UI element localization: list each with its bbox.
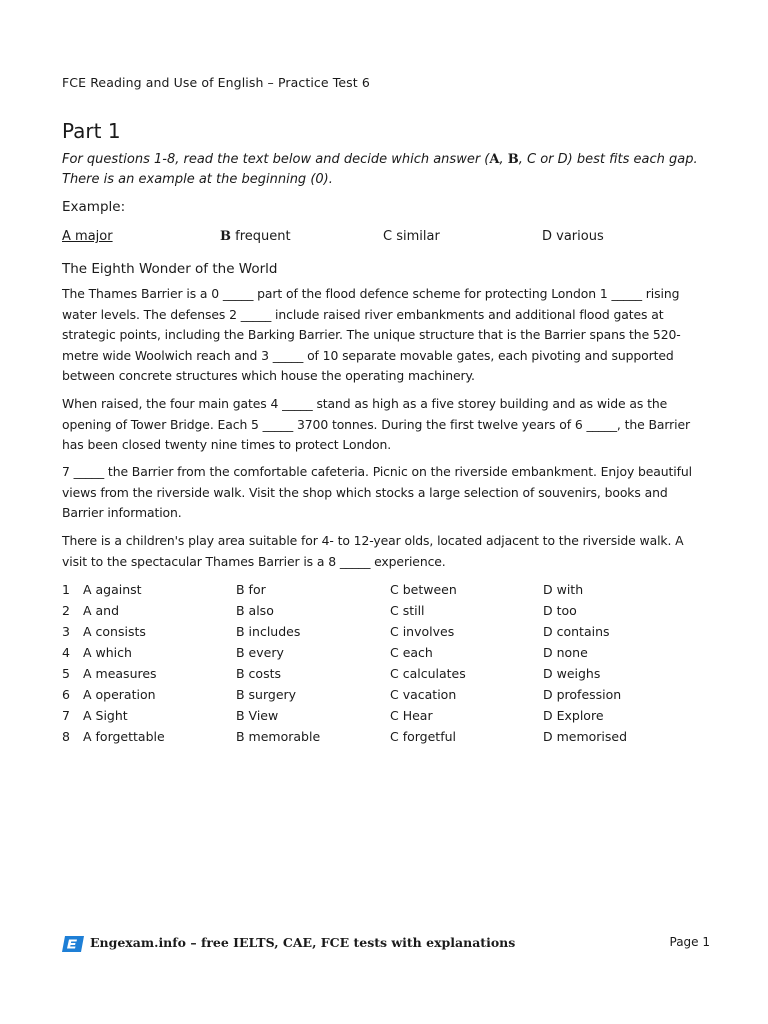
question-number: 8: [62, 729, 70, 744]
instructions-sep: ,: [499, 152, 508, 167]
option-a: A measures: [83, 666, 157, 681]
option-d: D with: [543, 582, 584, 597]
option-row: [0, 729, 768, 750]
paragraph-4: There is a children's play area suitable for 4- to 12-year olds, located adjacent to the riverside walk. A visit to the spectacular Thames Barrier is a 8 _____ experience.: [62, 533, 684, 569]
part-title: Part 1: [62, 119, 121, 143]
option-a: A and: [83, 603, 120, 618]
option-c: C still: [390, 603, 425, 618]
option-a: A which: [83, 645, 132, 660]
question-number: 1: [62, 582, 70, 597]
instructions-b: B: [507, 152, 519, 167]
paragraph-2: When raised, the four main gates 4 _____ stand as high as a five storey building and as wide as the opening of Tower Bridge. Each 5 _____ 3700 tonnes. During the first twelve years of 6 _____, the Barrier has been closed twenty nine times to protect London.: [62, 396, 690, 452]
option-c: C Hear: [390, 708, 433, 723]
answer-options: [0, 582, 768, 750]
option-d: D none: [543, 645, 588, 660]
option-c: C involves: [390, 624, 455, 639]
question-number: 7: [62, 708, 70, 723]
document-header: FCE Reading and Use of English – Practice Test 6: [62, 75, 370, 90]
option-d: D profession: [543, 687, 622, 702]
option-a: A consists: [83, 624, 146, 639]
question-number: 3: [62, 624, 70, 639]
option-b: B every: [236, 645, 284, 660]
page-number: Page 1: [669, 935, 710, 949]
question-number: 6: [62, 687, 70, 702]
option-c: C each: [390, 645, 433, 660]
question-number: 4: [62, 645, 70, 660]
option-b: B View: [236, 708, 279, 723]
example-row: [0, 229, 768, 249]
example-option-b: [220, 229, 291, 244]
option-d: D weighs: [543, 666, 601, 681]
paragraph-1: The Thames Barrier is a 0 _____ part of the flood defence scheme for protecting London 1 _____ rising water levels. The defenses 2 _____ include raised river embankments and additional flood gates at strategic points, including the Barking Barrier. The unique structure that is the Barrier spans the 520-metre wide Woolwich reach and 3 _____ of 10 separate movable gates, each pivoting and supported between concrete structures which house the operating machinery.: [62, 286, 681, 383]
option-row: [0, 582, 768, 603]
option-a: A operation: [83, 687, 156, 702]
option-a: A Sight: [83, 708, 128, 723]
option-row: [0, 603, 768, 624]
instructions-a: A: [489, 152, 500, 167]
example-option-c: C similar: [383, 229, 440, 244]
option-a: A forgettable: [83, 729, 165, 744]
instructions-before: For questions 1-8, read the text below and decide which answer (: [62, 152, 490, 167]
option-c: C calculates: [390, 666, 466, 681]
option-row: [0, 666, 768, 687]
option-b: B surgery: [236, 687, 297, 702]
engexam-logo-icon: [62, 936, 84, 952]
example-label: Example:: [62, 199, 126, 215]
footer-site-link[interactable]: Engexam.info – free IELTS, CAE, FCE tests with explanations: [90, 935, 516, 950]
option-b: B for: [236, 582, 266, 597]
option-a: A against: [83, 582, 142, 597]
option-d: D contains: [543, 624, 610, 639]
option-c: C vacation: [390, 687, 457, 702]
option-d: D memorised: [543, 729, 628, 744]
example-option-a: A major: [62, 229, 113, 244]
instructions-after: , C or D) best fits each gap. There is an example at the beginning (0).: [62, 152, 698, 187]
option-b: B memorable: [236, 729, 321, 744]
example-option-b-text: frequent: [231, 229, 291, 244]
question-number: 2: [62, 603, 70, 618]
option-row: [0, 645, 768, 666]
option-d: D too: [543, 603, 577, 618]
option-row: [0, 624, 768, 645]
example-option-d: D various: [542, 229, 604, 244]
question-number: 5: [62, 666, 70, 681]
text-title: The Eighth Wonder of the World: [62, 261, 278, 277]
page-footer: [62, 934, 710, 954]
option-row: [0, 708, 768, 729]
option-d: D Explore: [543, 708, 604, 723]
option-row: [0, 687, 768, 708]
option-c: C between: [390, 582, 457, 597]
paragraph-3: 7 _____ the Barrier from the comfortable cafeteria. Picnic on the riverside embankment. Enjoy beautiful views from the riverside walk. Visit the shop which stocks a large selection of souvenirs, books and Barrier information.: [62, 464, 693, 520]
option-b: B costs: [236, 666, 281, 681]
instructions: [62, 150, 712, 190]
option-b: B also: [236, 603, 274, 618]
option-c: C forgetful: [390, 729, 456, 744]
option-b: B includes: [236, 624, 301, 639]
example-option-b-letter: B: [220, 229, 231, 244]
